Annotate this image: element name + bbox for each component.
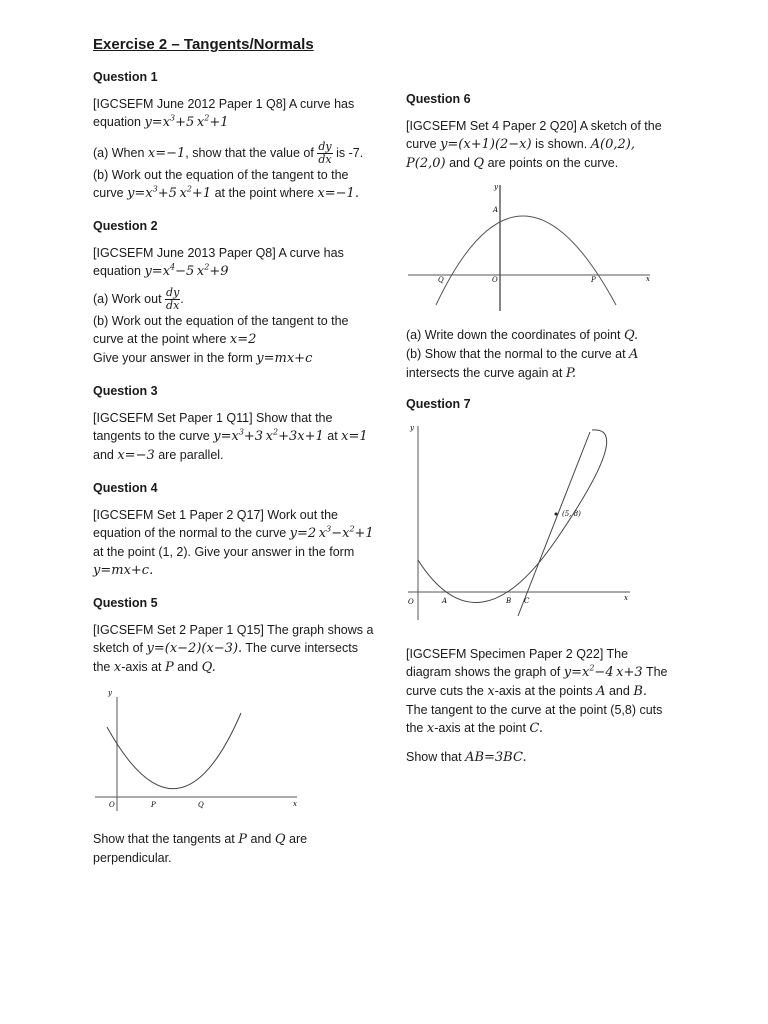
q5-text3: -axis at — [121, 660, 162, 674]
q1-equation: $y=x^3+5$ $x^2+1$ — [144, 113, 229, 130]
q7-graph-b: B — [506, 597, 512, 605]
q6-b-text2: intersects the curve again at — [406, 366, 563, 380]
q1-a-text2: , show that the value of — [185, 145, 314, 160]
q2-part-b — [93, 312, 375, 368]
q2-intro-text: [IGCSEFM June 2013 Paper Q8] A curve has equation — [93, 246, 344, 278]
q1-intro-text: [IGCSEFM June 2012 Paper 1 Q8] A curve has equation — [93, 97, 355, 129]
q6-intro-text: [IGCSEFM Set 4 Paper 2 Q20] A sketch of the curve — [406, 119, 662, 151]
q6-q: Q — [473, 156, 485, 171]
q6-part-a — [406, 326, 674, 345]
q7-text3: -axis at the points — [494, 684, 593, 698]
q1-intro — [93, 95, 375, 132]
q7-b: B. — [633, 684, 648, 699]
q7-graph-y: y — [410, 424, 414, 432]
q5-q: Q. — [201, 660, 216, 675]
question-2-heading: Question 2 — [93, 219, 158, 233]
dy-dx-fraction: $\frac{dy}{dx}$ — [166, 286, 180, 312]
q7-equation: $y=x^2-4$ x+3 — [563, 663, 643, 680]
q3-equation: $y=x^3+3$ $x^2+3x+1$ — [213, 427, 324, 444]
question-2 — [93, 217, 375, 368]
page-title: Exercise 2 – Tangents/Normals — [93, 36, 314, 53]
q5-graph-o: O — [109, 801, 115, 809]
q5-footer-p: P — [238, 832, 248, 847]
q4-body — [93, 506, 375, 580]
q6-a-q: Q. — [623, 328, 639, 343]
q4-intro-text: [IGCSEFM Set 1 Paper 2 Q17] Work out the equation of the normal to the curve — [93, 508, 339, 540]
q1-b-text: (b) Work out the equation of the tangent to the curve — [93, 168, 349, 200]
question-5 — [93, 594, 375, 867]
q7-text4: The tangent to the curve at the point (5,8) cuts the — [406, 703, 663, 735]
dy-dx-fraction: $\frac{dy}{dx}$ — [318, 140, 332, 166]
q2-b-text: (b) Work out the equation of the tangent to the curve at the point where — [93, 314, 349, 346]
left-column — [93, 68, 375, 876]
q7-a: A — [596, 684, 606, 699]
q6-points: A(0,2), P(2,0) — [406, 137, 635, 171]
q1-b-equation: $y=x^3+5$ $x^2+1$ — [127, 184, 212, 201]
q5-footer — [93, 830, 375, 867]
q4-equation: y=2 $x^3-x^2+1$ — [289, 524, 374, 541]
q2-b-x: x=2 — [229, 332, 257, 347]
q7-text5: -axis at the point — [434, 721, 526, 735]
q2-intro — [93, 244, 375, 281]
q3-x2: x=−3 — [117, 448, 155, 463]
q7-show-text: Show that — [406, 750, 462, 764]
q7-and: and — [608, 684, 630, 698]
q5-graph — [93, 685, 303, 815]
q7-graph — [406, 422, 636, 622]
q6-part-b — [406, 345, 674, 383]
q5-graph-q: Q — [198, 801, 204, 809]
q5-p: P — [165, 660, 174, 675]
q6-body — [406, 117, 674, 173]
q7-graph-point-label: (5, 8) — [562, 510, 581, 518]
q6-text2: is shown. — [535, 137, 588, 151]
question-3 — [93, 382, 375, 465]
q1-part-a — [93, 141, 375, 166]
q2-a-text: (a) Work out — [93, 291, 162, 306]
question-7 — [406, 395, 674, 767]
q5-graph-y: y — [108, 689, 112, 697]
q7-show-eq: AB=3BC. — [465, 750, 527, 765]
q6-a-text: (a) Write down the coordinates of point — [406, 328, 621, 342]
q5-footer-and: and — [250, 832, 272, 846]
q5-curve — [107, 713, 241, 789]
q6-graph-q: Q — [438, 276, 444, 284]
q1-part-b — [93, 166, 375, 203]
q1-b-x: x=−1. — [317, 186, 359, 201]
q7-graph-a: A — [442, 597, 448, 605]
q7-x: x — [487, 684, 495, 699]
q6-graph-p: P — [591, 276, 596, 284]
q6-text3: are points on the curve. — [487, 156, 619, 170]
q6-b-text1: (b) Show that the normal to the curve at — [406, 347, 626, 361]
q1-a-x: x=−1 — [147, 145, 186, 161]
q3-body — [93, 409, 375, 465]
q5-intro-text: [IGCSEFM Set 2 Paper 1 Q15] The graph shows a sketch of — [93, 623, 374, 655]
q7-intro-text: [IGCSEFM Specimen Paper 2 Q22] The diagram shows the graph of — [406, 647, 629, 679]
q5-and: and — [177, 660, 199, 674]
q5-graph-x: x — [293, 800, 297, 808]
q2-b-text2: Give your answer in the form — [93, 351, 253, 365]
q5-body — [93, 621, 375, 677]
q5-footer-text1: Show that the tangents at — [93, 832, 235, 846]
question-5-heading: Question 5 — [93, 596, 158, 610]
q1-a-text3: is -7. — [336, 145, 364, 160]
q2-b-form: y=mx+c — [256, 351, 313, 366]
q2-part-a: (a) Work out $\frac{dy}{dx}$ . — [93, 286, 184, 312]
q1-b-text2: at the point where — [214, 186, 314, 200]
q5-footer-text3: are perpendicular. — [93, 832, 308, 865]
q6-b-p: P. — [565, 366, 577, 381]
q3-intro-text: [IGCSEFM Set Paper 1 Q11] Show that the tangents to the curve — [93, 411, 333, 443]
question-4-heading: Question 4 — [93, 481, 158, 495]
q6-equation: y=(x+1)(2−x) — [440, 137, 532, 152]
q5-graph-p: P — [151, 801, 156, 809]
question-1-heading: Question 1 — [93, 70, 158, 84]
q3-at: at — [327, 429, 338, 443]
question-4 — [93, 479, 375, 580]
q6-graph-y: y — [494, 183, 498, 191]
q7-graph-o: O — [408, 598, 414, 606]
q6-curve — [436, 216, 616, 305]
question-1 — [93, 68, 375, 203]
q6-graph-x: x — [646, 275, 650, 283]
q5-equation: y=(x−2)(x−3). — [146, 641, 243, 656]
q7-x2: x — [426, 721, 435, 736]
q5-x: x — [113, 660, 122, 675]
q7-tangent-point — [555, 513, 558, 516]
q7-graph-c: C — [524, 597, 530, 605]
q4-form: y=mx+c. — [93, 563, 154, 578]
q3-x1: x=1 — [341, 429, 368, 444]
question-6-heading: Question 6 — [406, 92, 471, 106]
q1-a-text: (a) When — [93, 145, 145, 160]
question-3-heading: Question 3 — [93, 384, 158, 398]
q6-graph-o: O — [492, 276, 498, 284]
q2-equation: $y=x^4-5$ $x^2+9$ — [144, 262, 229, 279]
q5-footer-q: Q — [274, 832, 286, 847]
q7-graph-x: x — [624, 594, 628, 602]
question-6 — [406, 90, 674, 383]
q5-text2: The curve intersects the — [93, 641, 358, 674]
q7-body — [406, 645, 674, 738]
q7-c: C. — [529, 721, 544, 736]
q4-text2: at the point (1, 2). Give your answer in the form — [93, 545, 355, 559]
question-7-heading: Question 7 — [406, 397, 471, 411]
q3-end: are parallel. — [158, 448, 224, 462]
q7-show — [406, 748, 674, 767]
q7-text2: The curve cuts the — [406, 665, 668, 698]
q7-tangent-line — [518, 432, 590, 616]
q6-graph-a: A — [493, 206, 499, 214]
right-column — [406, 90, 674, 776]
q6-graph — [406, 183, 656, 313]
q6-and: and — [449, 156, 470, 170]
q6-b-a: A — [629, 347, 639, 362]
q3-and: and — [93, 448, 114, 462]
